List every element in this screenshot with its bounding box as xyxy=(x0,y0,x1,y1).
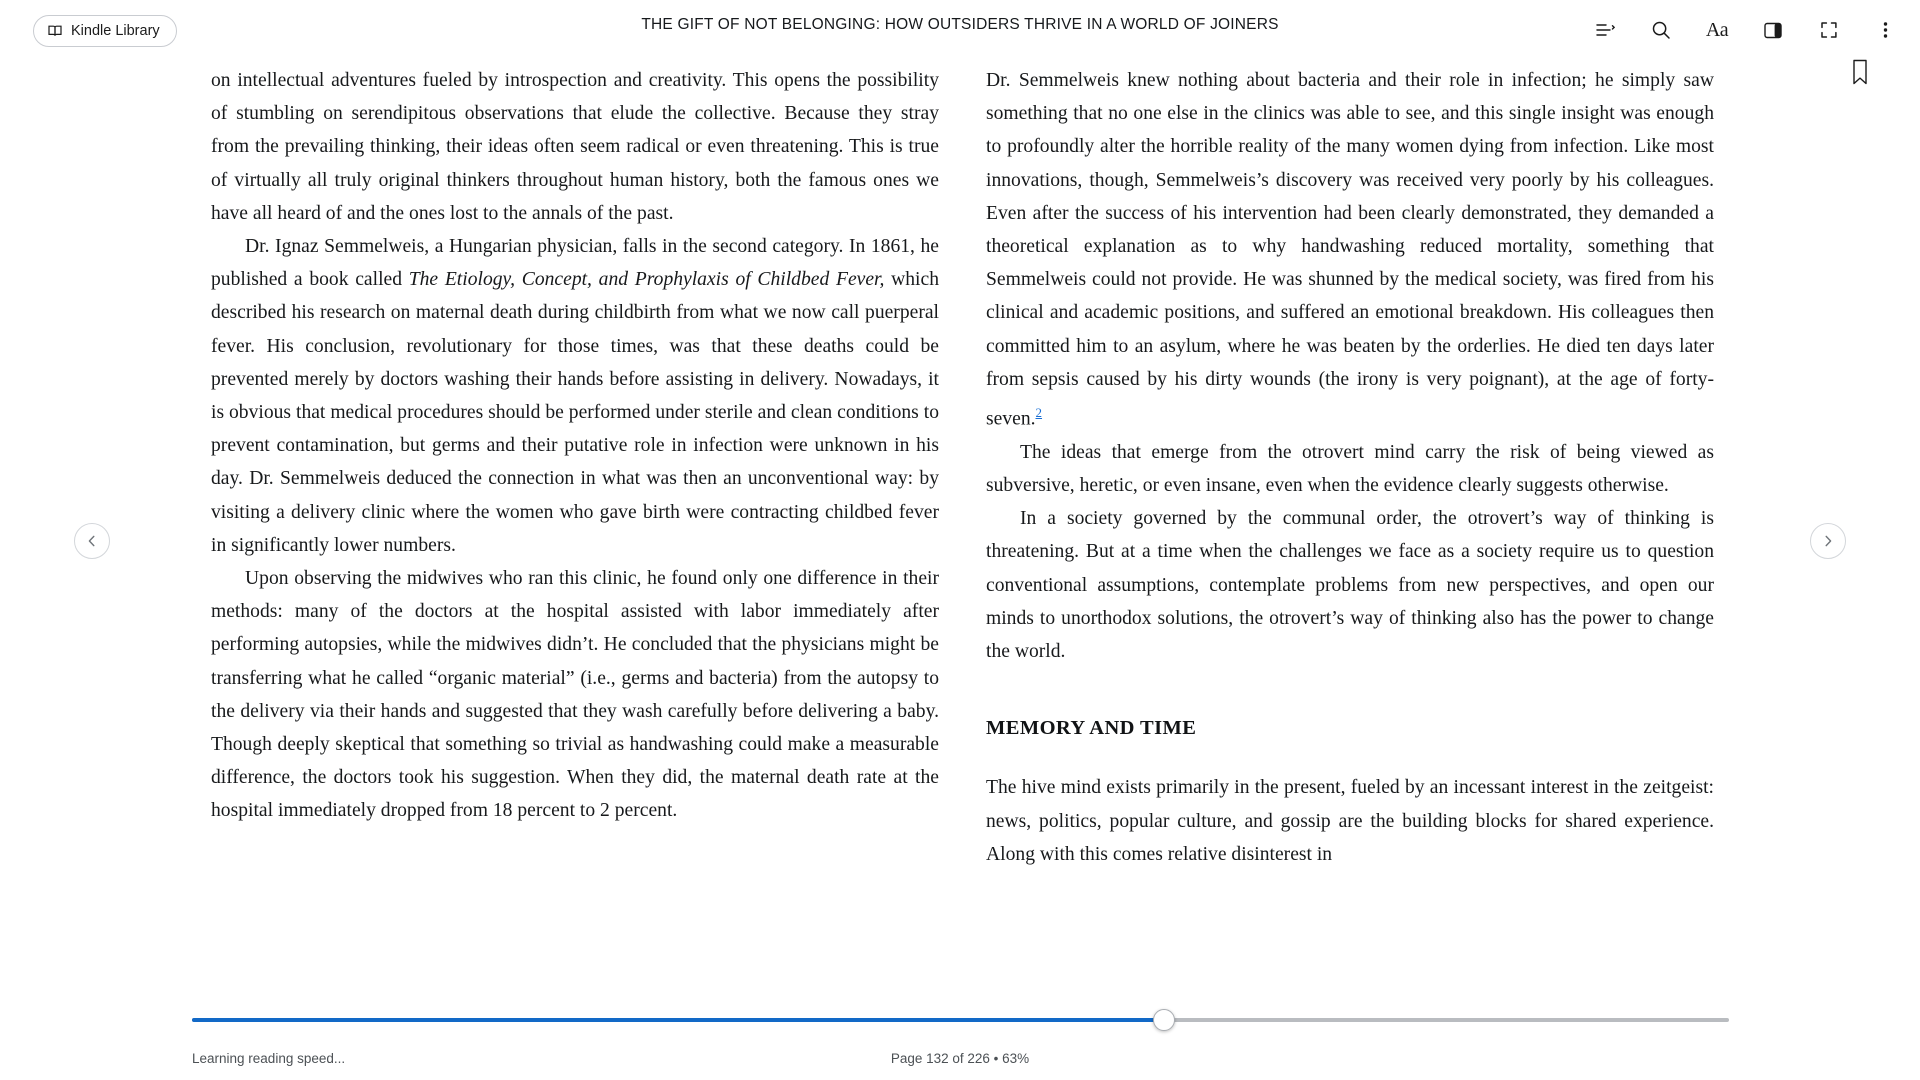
top-toolbar xyxy=(0,0,1920,62)
paragraph: In a society governed by the communal order, the otrovert’s way of thinking is threatening. But at a time when the challenges we face as a society require us to question conventional assumptions, contemplate problems from new perspectives, and open our minds to unorthodox solutions, the otrovert’s way of thinking also has the power to change the world. xyxy=(986,508,1714,662)
toolbar-icon-group xyxy=(1592,12,1898,48)
reading-area xyxy=(0,56,1920,986)
paragraph: The hive mind exists primarily in the present, fueled by an incessant interest in the zeitgeist: news, politics, popular culture, and gossip are the building blocks for shared experience. Along with this comes relative disinterest in xyxy=(986,777,1714,865)
footnote-link[interactable]: 2 xyxy=(1035,405,1043,421)
reading-speed-status: Learning reading speed... xyxy=(192,1051,346,1066)
paragraph-part: Dr. Ignaz Semmelweis, a Hungarian physician, falls in the second category. In 1861, he published a book called xyxy=(211,236,939,291)
text-column-right xyxy=(986,64,1714,871)
paragraph: on intellectual adventures fueled by introspection and creativity. This opens the possibility of stumbling on serendipitous observations that elude the collective. Because they stray from the prevailing thinking, their ideas often seem radical or even threatening. This is true of virtually all truly original thinkers throughout human history, both the famous ones we have all heard of and the ones lost to the annals of the past. xyxy=(211,70,939,224)
book-icon xyxy=(47,23,63,39)
font-size-icon[interactable]: Aa xyxy=(1705,19,1729,41)
page-title: THE GIFT OF NOT BELONGING: HOW OUTSIDERS THRIVE IN A WORLD OF JOINERS xyxy=(641,16,1279,33)
progress-knob[interactable] xyxy=(1153,1009,1175,1031)
search-icon[interactable] xyxy=(1648,17,1674,43)
paragraph: The ideas that emerge from the otrovert mind carry the risk of being viewed as subversive, heretic, or even insane, even when the evidence clearly suggests otherwise. xyxy=(986,441,1714,496)
book-title-italic: The Etiology, Concept, and Prophylaxis of Childbed Fever, xyxy=(408,269,885,291)
paragraph-part: Dr. Semmelweis knew nothing about bacteria and their role in infection; he simply saw something that no one else in the clinics was able to see, and this single insight was enough to profoundly alter the horrible reality of the many women dying from infection. Like most innovations, though, Semmelweis’s discovery was received very poorly by his colleagues. Even after the success of his intervention had been clearly demonstrated, they demanded a theoretical explanation as to why handwashing reduced mortality, something that Semmelweis could not provide. He was shunned by the medical society, was fired from his clinical and academic positions, and suffered an emotional breakdown. His colleagues then committed him to an asylum, where he was beaten by the orderlies. He died ten days later from sepsis caused by his dirty wounds (the irony is very poignant), at the age of forty-seven. xyxy=(986,70,1714,430)
more-options-icon[interactable] xyxy=(1872,17,1898,43)
section-heading: MEMORY AND TIME xyxy=(986,717,1197,740)
fullscreen-icon[interactable] xyxy=(1816,17,1842,43)
paragraph: Upon observing the midwives who ran this clinic, he found only one difference in their methods: many of the doctors at the hospital assisted with labor immediately after performing autopsies, while the midwives didn’t. He concluded that the physicians might be transferring what he called “organic material” (i.e., germs and bacteria) from the autopsy to the delivery via their hands and suggested that they wash carefully before delivering a baby. Though deeply skeptical that something so trivial as handwashing could make a measurable difference, the doctors took his suggestion. When they did, the maternal death rate at the hospital immediately dropped from 18 percent to 2 percent. xyxy=(211,568,939,822)
reading-progress-slider[interactable] xyxy=(192,1009,1729,1031)
paragraph xyxy=(986,64,1714,436)
reading-panel-icon[interactable] xyxy=(1760,17,1786,43)
kindle-library-label: Kindle Library xyxy=(71,23,160,39)
table-of-contents-icon[interactable] xyxy=(1592,17,1618,43)
progress-fill xyxy=(192,1018,1164,1022)
kindle-library-button[interactable] xyxy=(33,15,177,47)
page-position-indicator: Page 132 of 226 • 63% xyxy=(890,1051,1030,1066)
paragraph xyxy=(211,230,939,562)
text-column-left xyxy=(211,64,939,828)
paragraph-part: which described his research on maternal death during childbirth from what we now call puerperal fever. His conclusion, revolutionary for those times, was that these deaths could be prevented merely by doctors washing their hands before assisting in delivery. Nowadays, it is obvious that medical procedures should be performed under sterile and clean conditions to prevent contamination, but germs and their putative role in infection were unknown in his day. Dr. Semmelweis deduced the connection in what was then an unconventional way: by visiting a delivery clinic where the women who gave birth were contracting childbed fever in significantly lower numbers. xyxy=(211,269,939,556)
